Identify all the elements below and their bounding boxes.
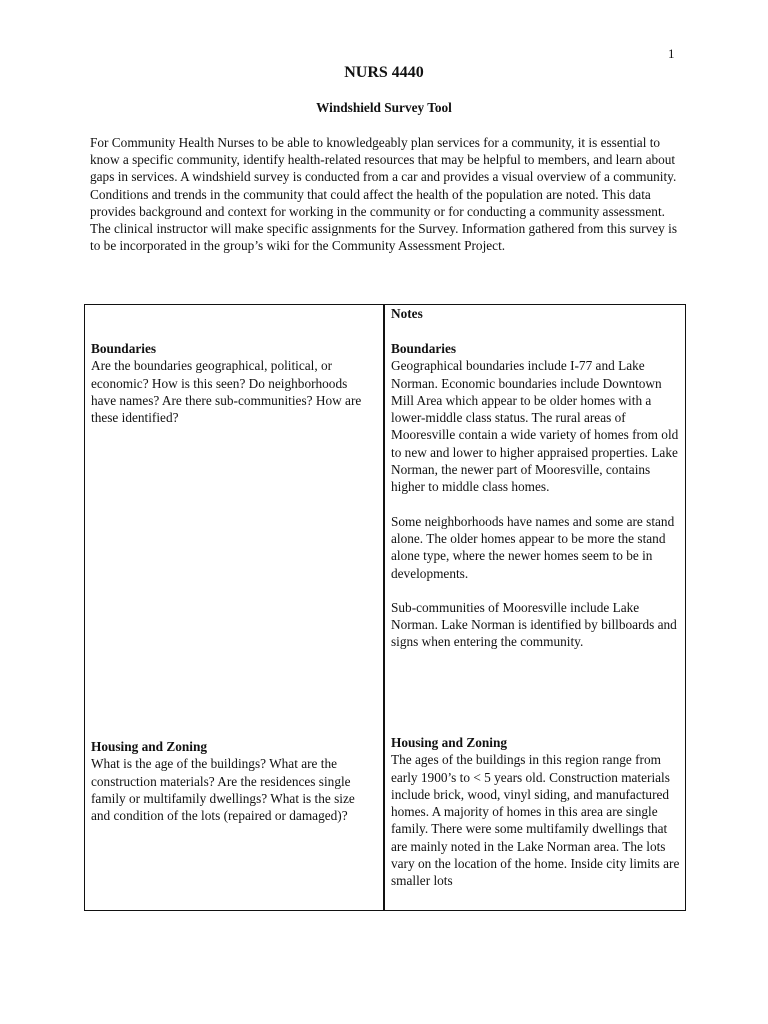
boundaries-notes-paragraph-3: Sub-communities of Mooresville include Lake Norman. Lake Norman is identified by billboards and signs when entering the community. [391, 599, 677, 650]
housing-notes-paragraph-1: The ages of the buildings in this region range from early 1900’s to < 5 years old. Construction materials include brick, wood, vinyl siding, and manufactured homes. A majority of homes in this area are single family. There were some multifamily dwellings that are mainly noted in the Lake Norman area. The lots vary on the location of the home. Inside city limits are smaller lots [391, 752, 680, 889]
housing-notes-cell [391, 734, 683, 890]
boundaries-question: Are the boundaries geographical, political, or economic? How is this seen? Do neighborhoods have names? Are there sub-communities? How are these identified? [91, 358, 362, 426]
boundaries-notes-paragraph-1: Geographical boundaries include I-77 and Lake Norman. Economic boundaries include Downtown Mill Area which appear to be older homes with a lower-middle class status. The rural areas of Mooresville contain a wide variety of homes from old to new and lower to higher appraised properties. Lake Norman, the newer part of Mooresville, contains higher to middle class homes. [391, 358, 679, 495]
survey-table [84, 304, 686, 911]
boundaries-question-cell [91, 340, 373, 426]
column-divider [383, 305, 385, 910]
notes-header-cell [391, 305, 683, 322]
page-number: 1 [668, 46, 675, 61]
boundaries-notes-paragraph-2: Some neighborhoods have names and some are stand alone. The older homes appear to be more the stand alone type, where the newer homes seem to be in developments. [391, 513, 675, 581]
boundaries-notes-cell [391, 340, 683, 668]
boundaries-notes-heading: Boundaries [391, 341, 457, 356]
intro-paragraph: For Community Health Nurses to be able to knowledgeably plan services for a community, it is essential to know a specific community, identify health-related resources that may be helpful to members, and learn about gaps in services. A windshield survey is conducted from a car and provides a visual overview of a community. Conditions and trends in the community that could affect the health of the population are noted. This data provides background and context for working in the community or for conducting a community assessment. The clinical instructor will make specific assignments for the Survey. Information gathered from this survey is to be incorporated in the group’s wiki for the Community Assessment Project. [90, 135, 677, 254]
housing-question-cell [91, 738, 373, 824]
boundaries-heading: Boundaries [91, 341, 157, 356]
housing-notes-heading: Housing and Zoning [391, 735, 508, 750]
course-title: NURS 4440 [344, 64, 424, 81]
document-title: Windshield Survey Tool [316, 100, 452, 115]
housing-question: What is the age of the buildings? What are the construction materials? Are the residences single family or multifamily dwellings? What is the size and condition of the lots (repaired or damaged)? [91, 756, 355, 824]
notes-header: Notes [391, 306, 423, 321]
housing-heading: Housing and Zoning [91, 739, 208, 754]
